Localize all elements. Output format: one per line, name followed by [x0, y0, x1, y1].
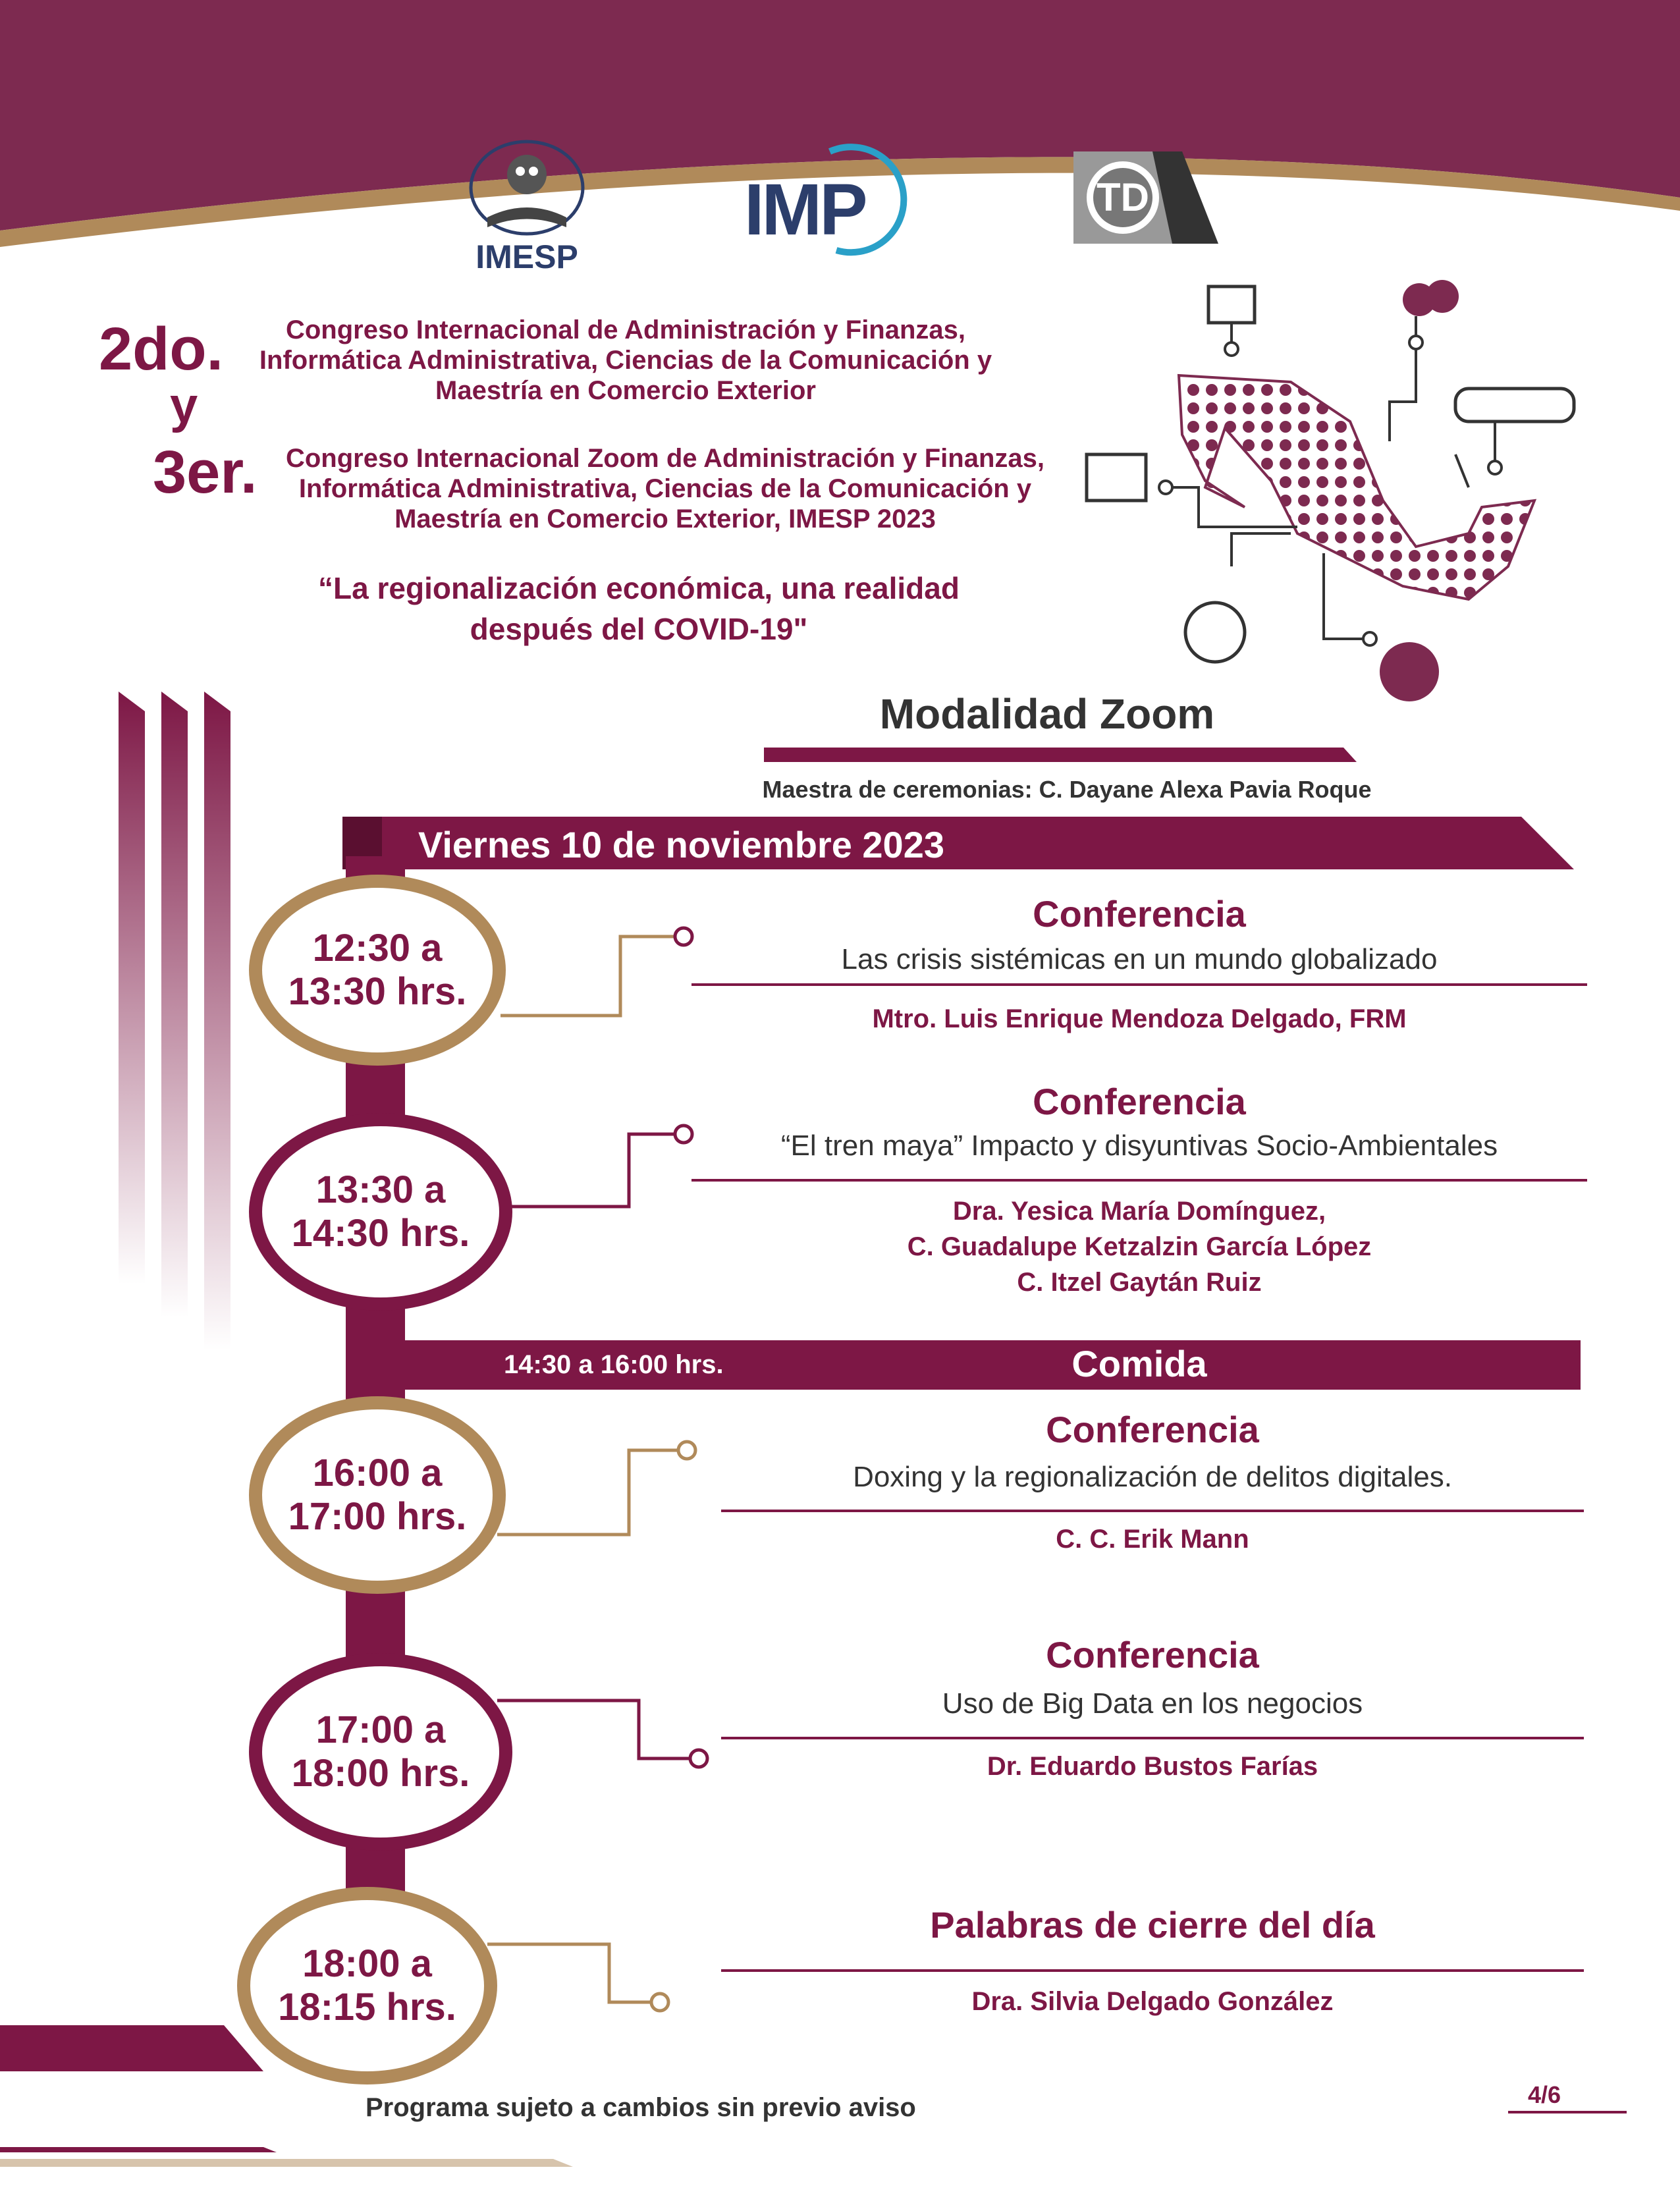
session-2-divider: [691, 1179, 1587, 1182]
modality-underline: [764, 748, 1357, 767]
congress-3-line1: Congreso Internacional Zoom de Administración y Finanzas,: [285, 444, 1045, 473]
train-icon: [1455, 389, 1574, 422]
session-4-connector: [497, 1686, 715, 1785]
congress-2-title: [237, 315, 1014, 406]
session-4-title: Uso de Big Data en los negocios: [942, 1687, 1363, 1720]
congress-3-line3: Maestría en Comercio Exterior, IMESP 2023: [394, 504, 936, 533]
session-1-speaker: Mtro. Luis Enrique Mendoza Delgado, FRM: [872, 1004, 1407, 1033]
session-2-title: “El tren maya” Impacto y disyuntivas Socio-Ambientales: [780, 1130, 1498, 1162]
session-1-time-end: 13:30 hrs.: [288, 970, 467, 1013]
congress-3-line2: Informática Administrativa, Ciencias de la Comunicación y: [298, 474, 1032, 503]
congress-2-line2: Informática Administrativa, Ciencias de la Comunicación y: [259, 346, 992, 375]
session-5-time: [237, 1887, 497, 2084]
theme: [250, 568, 1027, 649]
session-5-type: Palabras de cierre del día: [930, 1904, 1375, 1946]
imp-logo-text: IMP: [744, 169, 865, 250]
page-number-underline: [1508, 2111, 1627, 2113]
session-3-speaker: C. C. Erik Mann: [1056, 1525, 1249, 1554]
session-2-connector: [507, 1113, 705, 1218]
session-5-time-end: 18:15 hrs.: [278, 1986, 456, 2029]
globe-icon: [1185, 603, 1245, 662]
lunch-time: 14:30 a 16:00 hrs.: [504, 1350, 724, 1379]
edition-2: 2do.: [99, 315, 224, 383]
session-5-time-start: 18:00 a: [302, 1942, 432, 1985]
edition-connector: y: [170, 377, 198, 433]
congress-3-title: [263, 443, 1067, 534]
session-5-speaker: Dra. Silvia Delgado González: [971, 1987, 1334, 2016]
owl-book-icon: [454, 138, 599, 237]
day-banner-text: Viernes 10 de noviembre 2023: [418, 824, 944, 865]
session-2-speakers: [691, 1193, 1587, 1300]
congress-2-line3: Maestría en Comercio Exterior: [435, 376, 816, 405]
session-2-speaker-3: C. Itzel Gaytán Ruiz: [1017, 1268, 1262, 1297]
session-3-connector: [497, 1436, 708, 1541]
session-4-speaker: Dr. Eduardo Bustos Farías: [987, 1752, 1318, 1781]
decorative-stripes: [119, 692, 237, 1350]
session-4-time-start: 17:00 a: [315, 1708, 446, 1751]
mc-text: Maestra de ceremonias: C. Dayane Alexa Pavia Roque: [762, 776, 1372, 803]
chip-icon: [1208, 286, 1255, 323]
session-2-time-end: 14:30 hrs.: [291, 1212, 470, 1255]
edition-3: 3er.: [153, 439, 257, 506]
congress-2-line1: Congreso Internacional de Administración y Finanzas,: [285, 315, 966, 344]
session-3-divider: [721, 1510, 1584, 1512]
session-3-title: Doxing y la regionalización de delitos digitales.: [853, 1461, 1452, 1493]
session-3-time-end: 17:00 hrs.: [288, 1495, 467, 1538]
session-4-divider: [721, 1737, 1584, 1739]
session-2-type: Conferencia: [1033, 1081, 1246, 1122]
earth-hand-icon: [1380, 642, 1439, 701]
laptop-icon: [1087, 454, 1146, 501]
imesp-logo-text: IMESP: [475, 238, 578, 275]
session-3-time: [249, 1396, 506, 1594]
session-5-divider: [721, 1969, 1584, 1972]
session-1-divider: [691, 983, 1587, 986]
session-1-connector: [501, 922, 698, 1021]
imesp-logo: [454, 138, 599, 275]
footer-note: Programa sujeto a cambios sin previo aviso: [366, 2093, 916, 2122]
session-1-title: Las crisis sistémicas en un mundo globalizado: [841, 943, 1438, 975]
session-1-time: [249, 875, 506, 1066]
lunch-label: Comida: [1071, 1343, 1207, 1384]
session-1-time-start: 12:30 a: [312, 927, 443, 969]
page-number: 4/6: [1528, 2081, 1561, 2108]
session-2-speaker-1: Dra. Yesica María Domínguez,: [952, 1197, 1326, 1226]
session-4-time: [249, 1653, 512, 1851]
td-logo-text: TD: [1097, 175, 1149, 219]
session-4-type: Conferencia: [1046, 1634, 1259, 1676]
session-2-time: [249, 1113, 512, 1311]
session-5-connector: [487, 1930, 685, 2022]
mexico-network-illustration: [1073, 270, 1581, 711]
session-2-time-start: 13:30 a: [315, 1168, 446, 1211]
session-4-time-end: 18:00 hrs.: [291, 1752, 470, 1795]
footer-bottom-stripe: [0, 2147, 593, 2173]
session-2-speaker-2: C. Guadalupe Ketzalzin García López: [907, 1232, 1372, 1261]
modality-title: Modalidad Zoom: [879, 690, 1215, 738]
theme-line2: después del COVID-19": [470, 612, 808, 646]
session-1-type: Conferencia: [1033, 893, 1246, 935]
session-3-type: Conferencia: [1046, 1409, 1259, 1450]
theme-line1: “La regionalización económica, una realidad: [318, 571, 960, 605]
td-logo: [1073, 151, 1218, 250]
session-3-time-start: 16:00 a: [312, 1452, 443, 1494]
imp-logo: [738, 138, 909, 263]
